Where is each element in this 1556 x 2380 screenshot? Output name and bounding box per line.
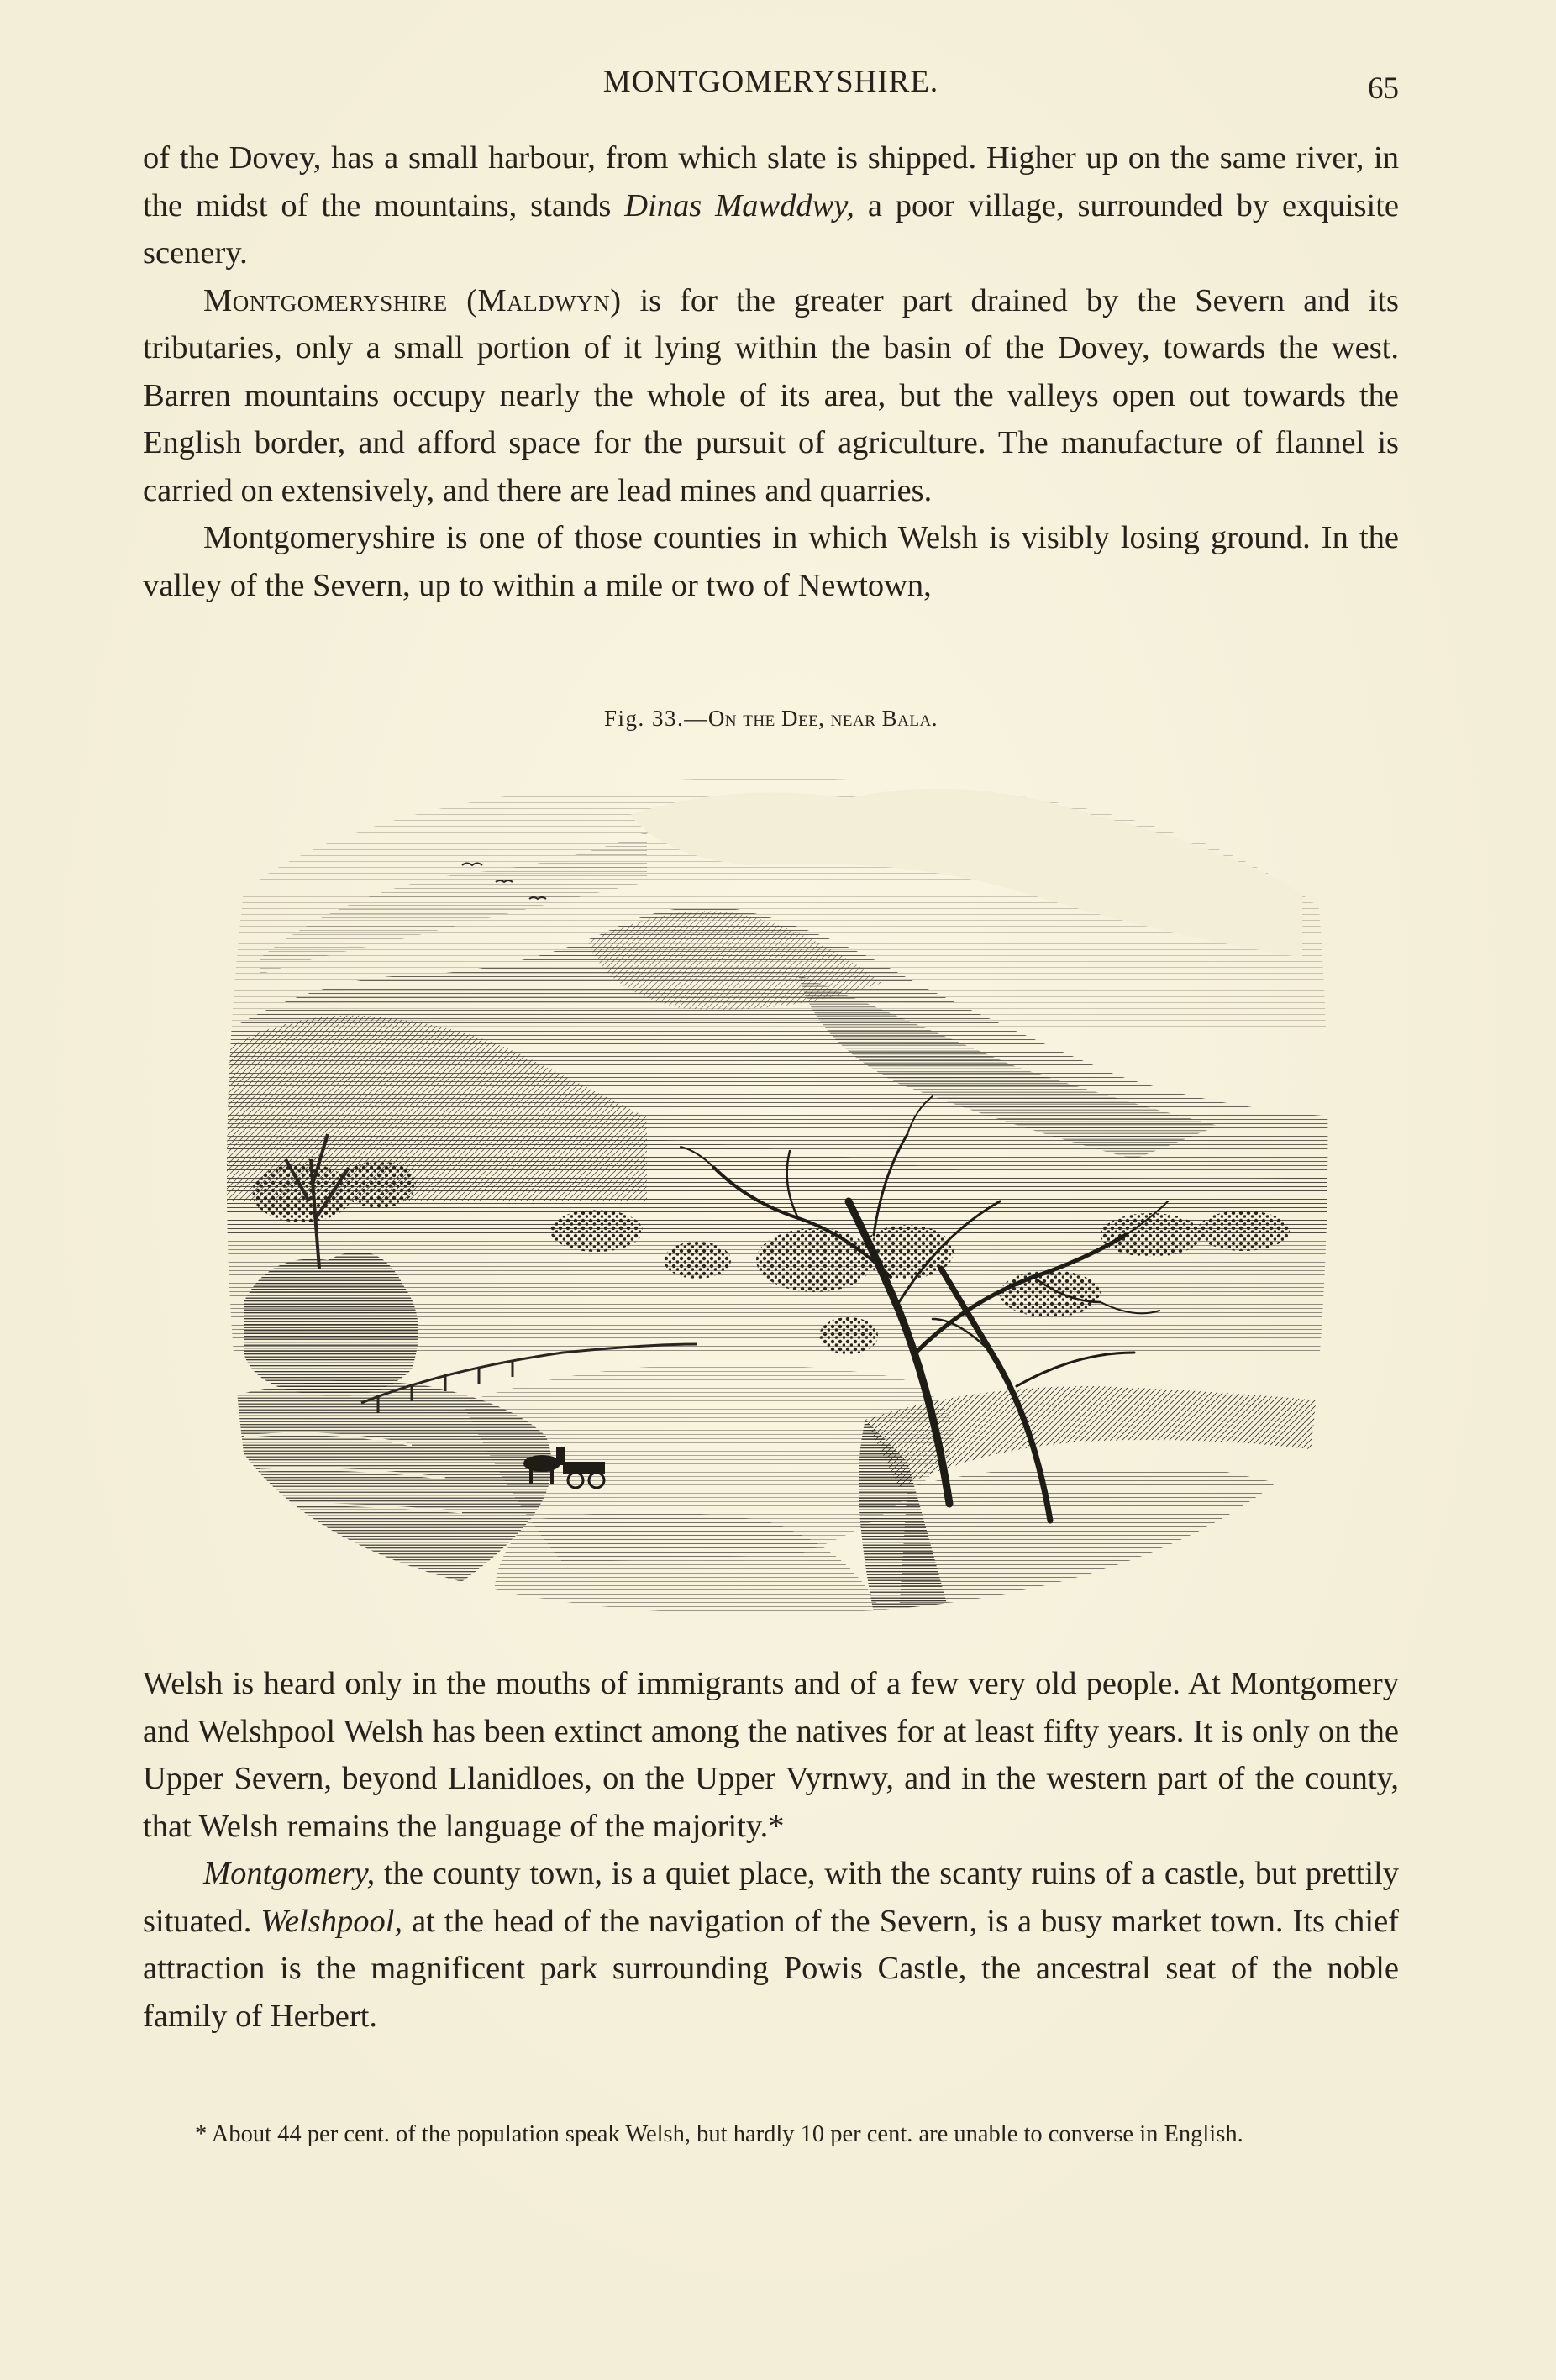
- place-name-welshpool: Welshpool,: [260, 1903, 403, 1939]
- body-text-top: [143, 134, 1399, 609]
- footnote-text: * About 44 per cent. of the population speak Welsh, but hardly 10 per cent. are unable to converse in English.: [195, 2121, 1243, 2147]
- body-text-bottom: [143, 1660, 1399, 2040]
- place-name-dinas-mawddwy: Dinas Mawddwy,: [624, 187, 854, 223]
- figure-title: On the Dee, near Bala.: [707, 706, 938, 731]
- paragraph-montgomeryshire-intro: [143, 277, 1399, 515]
- paragraph-welsh-immigrants: Welsh is heard only in the mouths of immigrants and of a few very old people. At Montgomery and Welshpool Welsh has been extinct among the natives for at least fifty years. It is only on the Upper Severn, beyond Llanidloes, on the Upper Vyrnwy, and in the western part of the county, that Welsh remains the language of the majority.*: [143, 1666, 1399, 1844]
- text-run: a poor village, surrounded by exquisite scenery.: [143, 187, 1399, 271]
- engraving-illustration: [210, 764, 1344, 1621]
- paragraph-welsh-losing-ground: Montgomeryshire is one of those counties in which Welsh is visibly losing ground. In the valley of the Severn, up to within a mile or two of Newtown,: [143, 520, 1399, 603]
- paragraph-montgomery-welshpool: [143, 1850, 1399, 2040]
- text-run: at the head of the navigation of the Severn, is a busy market town. Its chief attraction is the magnificent park surrounding Powis Castle, the ancestral seat of the noble family of Herbert.: [143, 1903, 1399, 2034]
- page-number: 65: [1368, 71, 1399, 106]
- footnote: [114, 2117, 1400, 2152]
- section-lead-montgomeryshire: Montgomeryshire (Maldwyn): [203, 282, 622, 318]
- text-run: of the Dovey, has a small harbour, from which slate is shipped. Higher up on the same river, in the midst of the mountains, stands: [143, 140, 1399, 223]
- page-header-title: MONTGOMERYSHIRE.: [602, 65, 939, 99]
- running-head: [143, 59, 1399, 109]
- text-run: the county town, is a quiet place, with the scanty ruins of a castle, but prettily situated.: [143, 1856, 1399, 1939]
- figure-caption: [143, 706, 1399, 732]
- figure-label: Fig. 33.—: [604, 706, 708, 731]
- engraving-river-landscape: [210, 764, 1344, 1621]
- place-name-montgomery: Montgomery,: [203, 1856, 376, 1891]
- paragraph-dovey-continued: [143, 134, 1399, 277]
- text-run: is for the greater part drained by the Severn and its tributaries, only a small portion of it lying within the basin of the Dovey, towards the west. Barren mountains occupy nearly the whole of its area, but the valleys open out towards the English border, and afford space for the pursuit of agriculture. The manufacture of flannel is carried on extensively, and there are lead mines and quarries.: [143, 282, 1399, 508]
